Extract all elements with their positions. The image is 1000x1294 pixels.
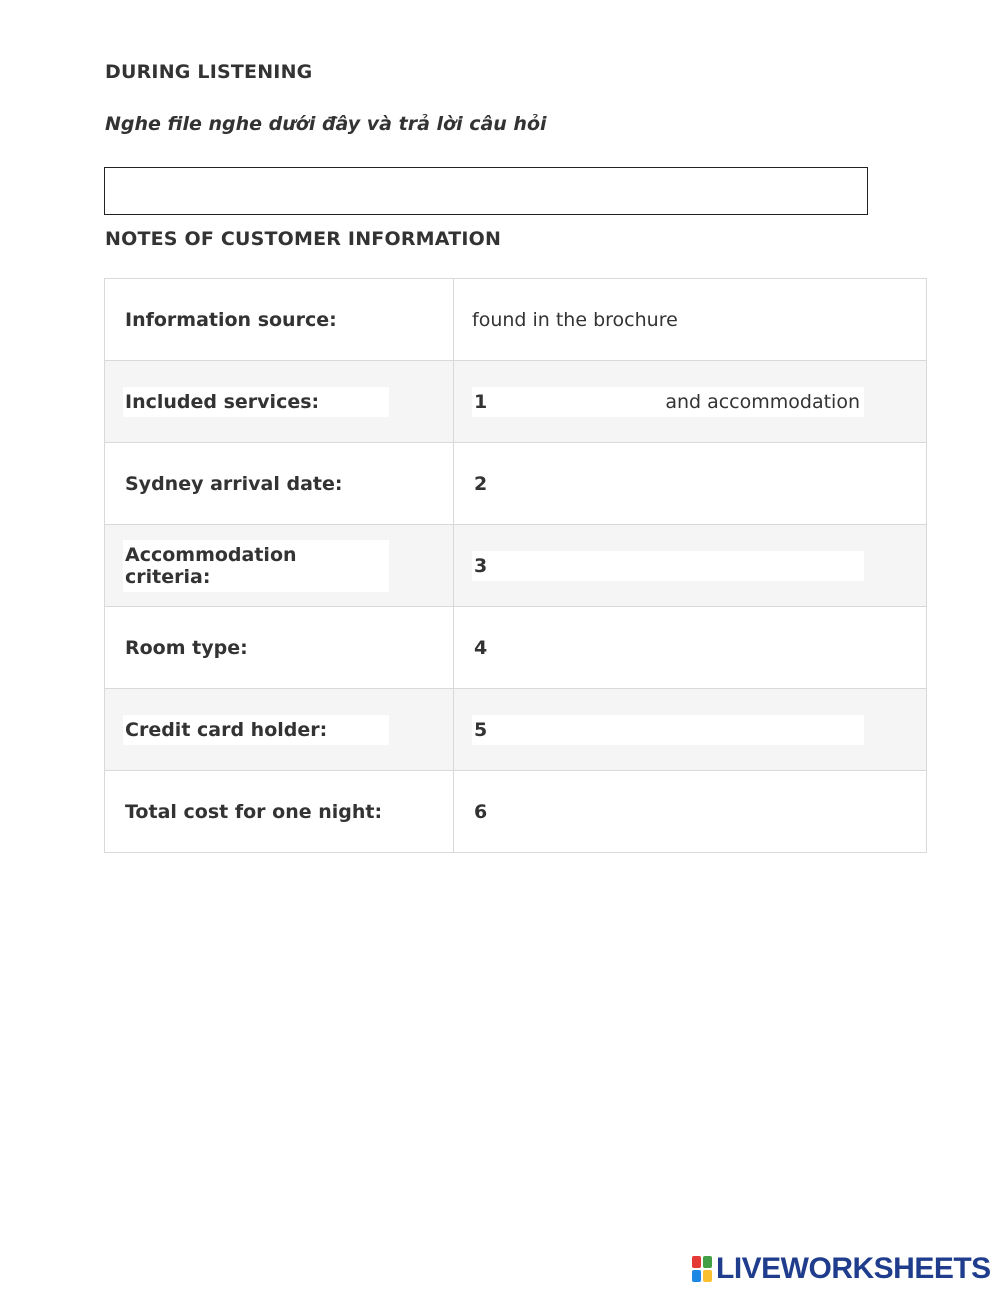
question-number: 5 [474,718,488,741]
table-row [105,279,927,361]
row-answer-cell [454,689,927,771]
answer-field-6[interactable] [472,797,908,827]
row-label-cell [105,689,454,771]
row-label-cell [105,361,454,443]
logo-block [692,1256,701,1268]
customer-notes-table [104,278,927,853]
answer-field-4[interactable] [472,633,908,663]
answer-suffix: and accommodation [665,390,860,413]
audio-player-box[interactable] [104,167,868,215]
row-answer-cell [454,279,927,361]
table-row [105,525,927,607]
row-answer-cell [454,361,927,443]
answer-field-2[interactable] [472,469,908,499]
row-answer-cell [454,525,927,607]
instruction-text: Nghe file nghe dưới đây và trả lời câu hỏi [105,113,547,135]
answer-field-1[interactable] [472,387,864,417]
question-number: 6 [474,800,488,823]
question-number: 4 [474,636,488,659]
row-answer-cell [454,771,927,853]
row-label: Credit card holder: [123,715,389,745]
logo-blocks-icon [692,1256,712,1282]
row-label: Room type: [125,636,248,659]
row-label: Included services: [123,387,389,417]
row-answer-cell [454,443,927,525]
logo-block [692,1270,701,1282]
section-title: NOTES OF CUSTOMER INFORMATION [105,228,502,250]
table-row [105,443,927,525]
row-label-cell [105,771,454,853]
question-number: 3 [474,554,488,577]
row-label-cell [105,443,454,525]
row-label: Total cost for one night: [125,800,383,823]
table-row [105,689,927,771]
table-row [105,771,927,853]
answer-field-3[interactable] [472,551,864,581]
row-label-cell [105,525,454,607]
logo-text: LIVEWORKSHEETS [716,1252,991,1285]
liveworksheets-logo[interactable] [692,1252,991,1286]
heading-during-listening: DURING LISTENING [105,61,313,83]
row-label-cell [105,279,454,361]
question-number: 2 [474,472,488,495]
logo-block [703,1270,712,1282]
logo-block [703,1256,712,1268]
row-label: Information source: [125,308,337,331]
question-number: 1 [474,390,488,413]
row-answer-cell [454,607,927,689]
answer-text: found in the brochure [472,308,678,331]
row-label: Sydney arrival date: [125,472,343,495]
table-row [105,607,927,689]
answer-field-5[interactable] [472,715,864,745]
table-row [105,361,927,443]
row-label-cell [105,607,454,689]
row-label: Accommodation criteria: [123,540,389,592]
